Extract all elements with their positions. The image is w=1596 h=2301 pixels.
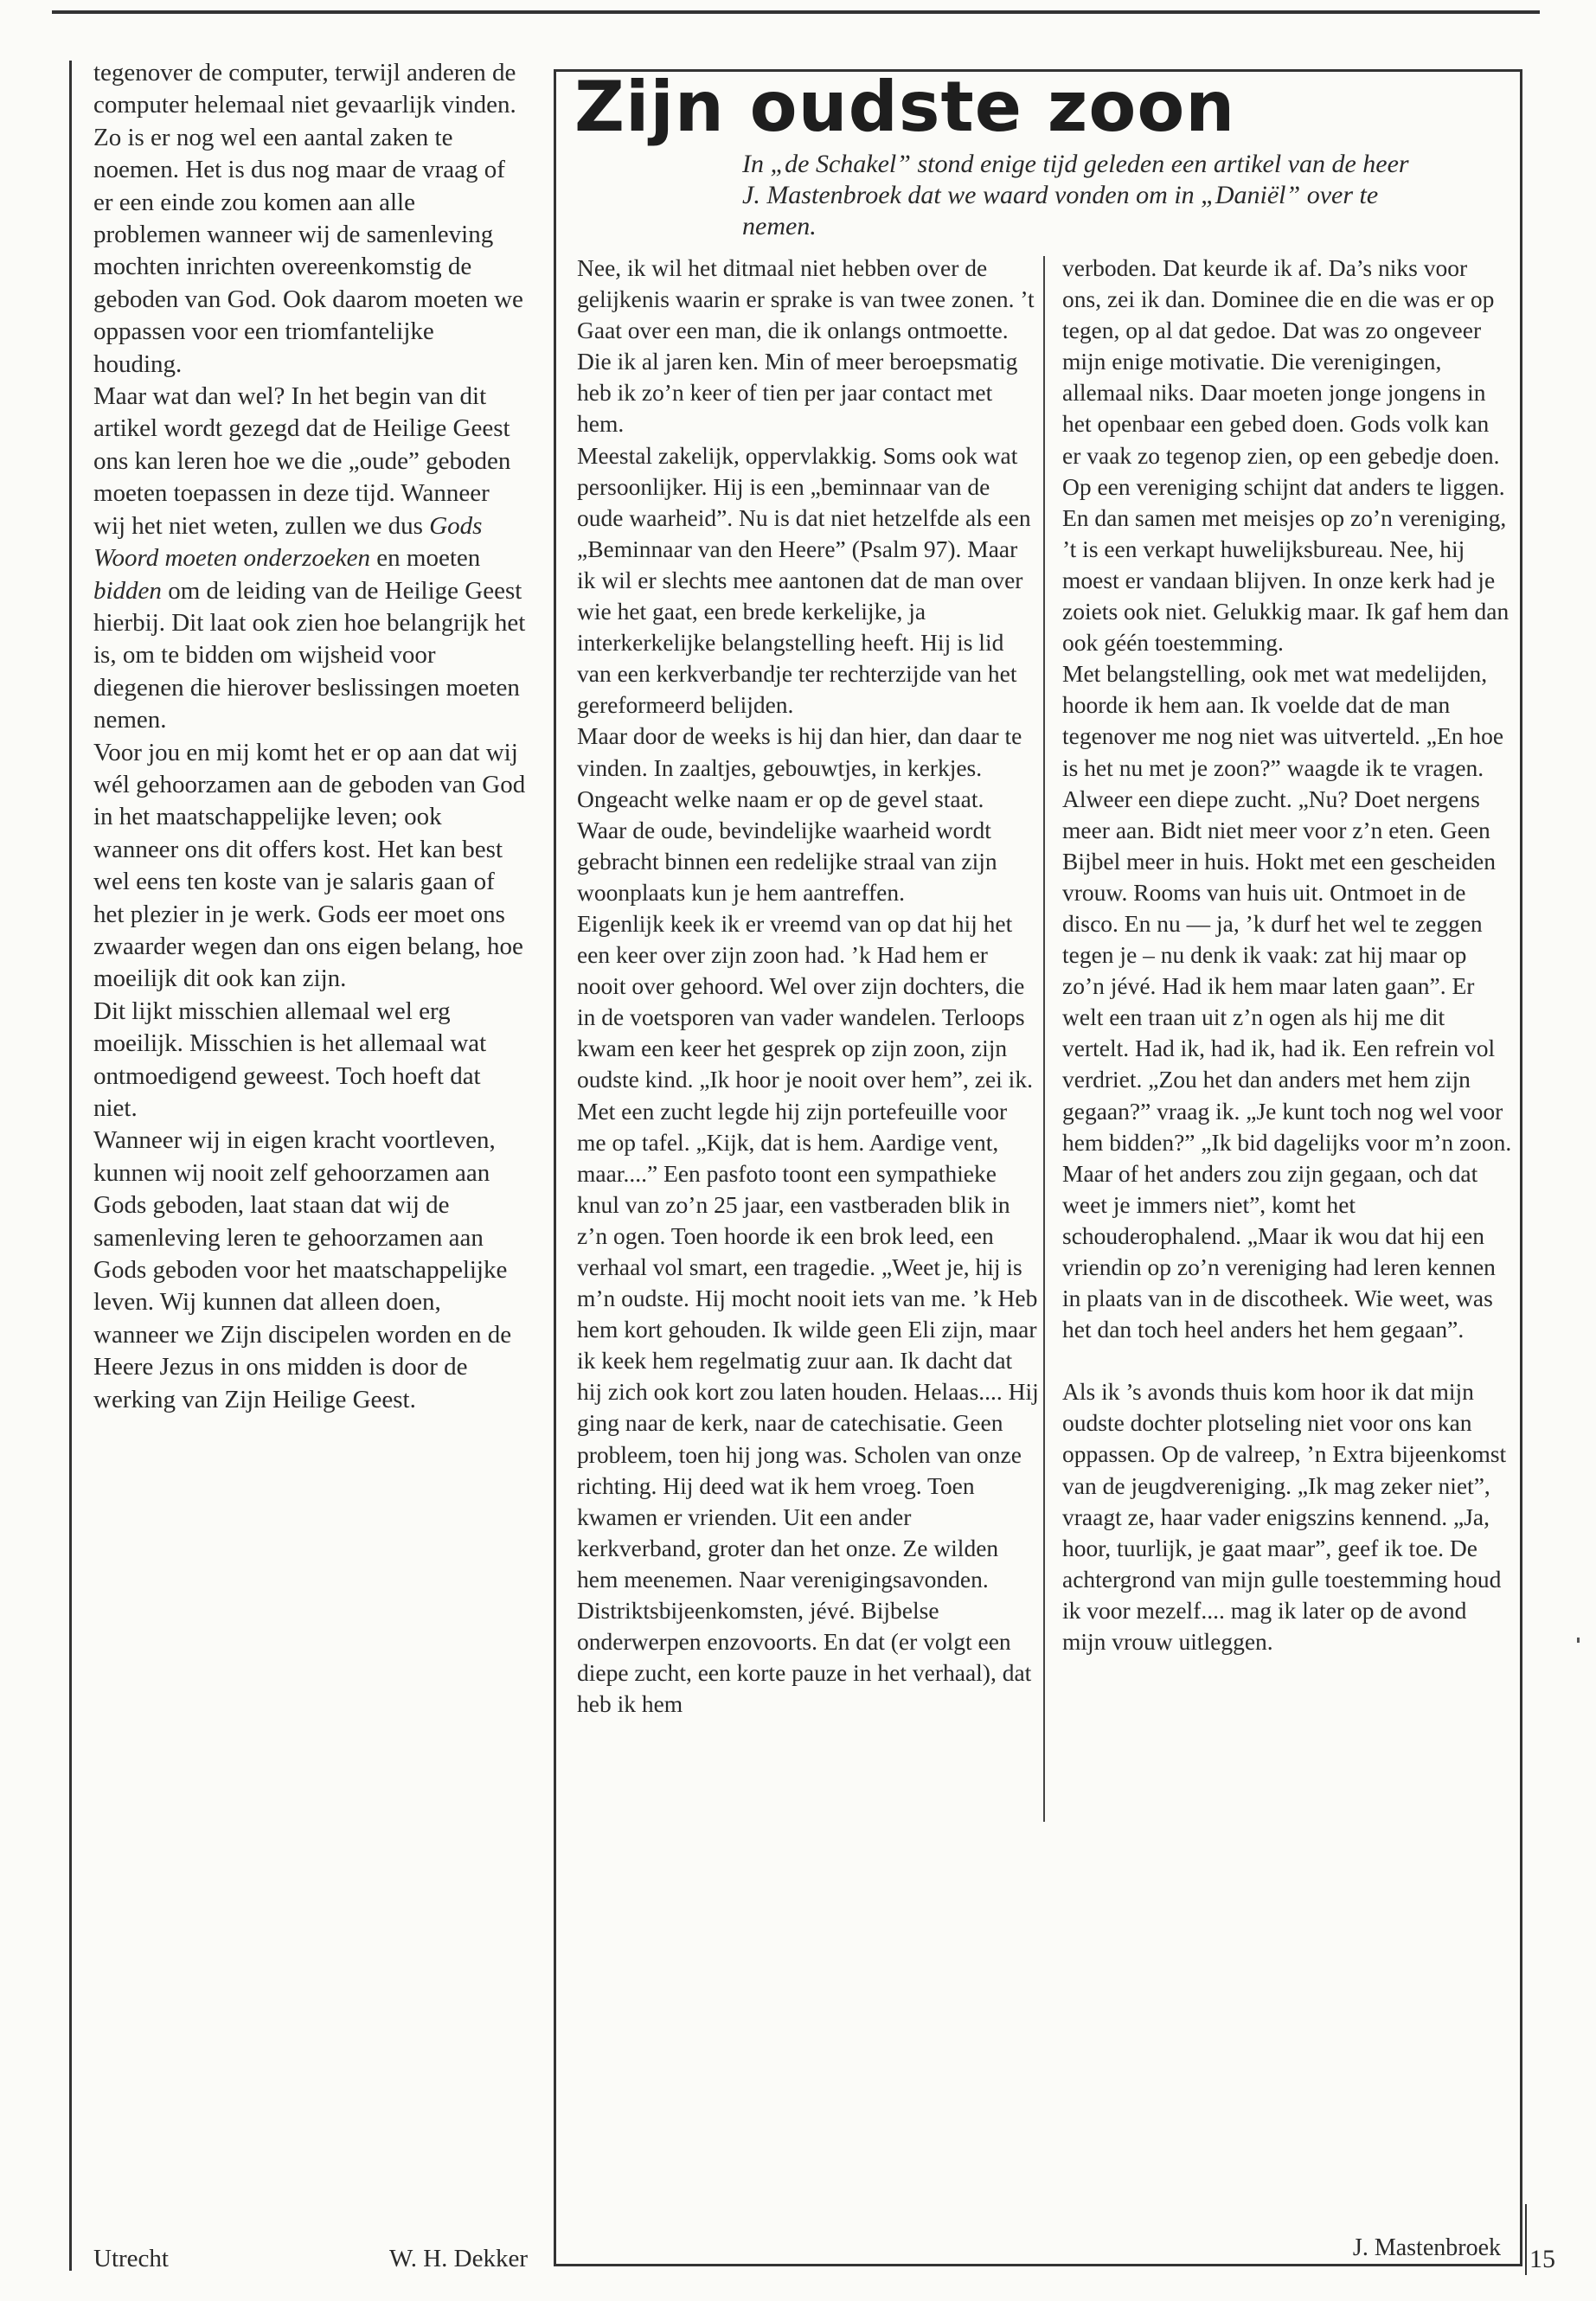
left-margin-rule: [69, 61, 72, 2271]
article-paragraph: Nee, ik wil het ditmaal niet hebben over de gelijkenis waarin er sprake is van twee zonen. ’t Gaat over een man, die ik onlangs ontmoette. Die ik al jaren ken. Min of meer beroepsmatig heb ik zo’n keer of tien per jaar contact met hem.: [577, 254, 1035, 438]
column-divider: [1043, 256, 1045, 1822]
article-column-right: [1062, 253, 1512, 1657]
article-paragraph: Maar door de weeks is hij dan hier, dan daar te vinden. In zaaltjes, gebouwtjes, in kerkjes. Ongeacht welke naam er op de gevel staat. Waar de oude, bevindelijke waarheid wordt gebracht binnen een redelijke straal van zijn woonplaats kun je hem aantreffen.: [577, 722, 1022, 906]
signature-place: Utrecht: [93, 2245, 169, 2272]
emphasis-text: Gods Woord moeten onderzoeken: [93, 511, 483, 573]
emphasis-text: bidden: [93, 576, 162, 605]
page-number: 15: [1529, 2245, 1555, 2273]
left-paragraph: tegenover de computer, terwijl anderen de computer helemaal niet gevaarlijk vinden. Zo is er nog wel een aantal zaken te noemen. Het is dus nog maar de vraag of er een einde zou komen aan alle problemen wanneer wij de samenleving mochten inrichten overeenkomstig de geboden van God. Ook daarom moeten we oppassen voor een triomfantelijke houding.: [93, 59, 523, 378]
article-paragraph: Meestal zakelijk, oppervlakkig. Soms ook wat persoonlijker. Hij is een „beminnaar van de oude waarheid”. Nu is dat niet hetzelfde als een „Beminnaar van den Heere” (Psalm 97). Maar ik wil er slechts mee aantonen dat de man over wie het gaat, een brede kerkelijke, ja interkerkelijke belangstelling heeft. Hij is lid van een kerkverbandje ter rechterzijde van het gereformeerd belijden.: [577, 441, 1031, 719]
left-signature: [93, 2245, 528, 2273]
article-author: J. Mastenbroek: [1352, 2234, 1501, 2261]
left-paragraph: Maar wat dan wel? In het begin van dit artikel wordt gezegd dat de Heilige Geest ons kan leren hoe we die „oude” geboden moeten toepassen in deze tijd. Wanneer wij het niet weten, zullen we dus Gods Woord moeten onderzoeken en moeten bidden om de leiding van de Heilige Geest hierbij. Dit laat ook zien hoe belangrijk het is, om te bidden om wijsheid voor diegenen die hierover beslissingen moeten nemen.: [93, 382, 526, 734]
article-paragraph: verboden. Dat keurde ik af. Da’s niks voor ons, zei ik dan. Dominee die en die was er op tegen, op al dat gedoe. Dat was zo ongeveer mijn enige motivatie. Die verenigingen, allemaal niks. Daar moeten jonge jongens in het openbaar een gebed doen. Gods volk kan er vaak zo tegenop zien, op een gebedje doen. Op een vereniging schijnt dat anders te liggen. En dan samen met meisjes op zo’n vereniging, ’t is een verkapt huwelijksbureau. Nee, hij moest er vandaan blijven. In onze kerk had je zoiets ook niet. Gelukkig maar. Ik gaf hem dan ook géén toestemming.: [1062, 254, 1509, 657]
left-column-text: [93, 57, 526, 1416]
page-number-rule: [1525, 2204, 1527, 2275]
left-paragraph: Voor jou en mij komt het er op aan dat wij wél gehoorzamen aan de geboden van God in het maatschappelijke leven; ook wanneer ons dit offers kost. Het kan best wel eens ten koste van je salaris gaan of het plezier in je werk. Gods eer moet ons zwaarder wegen dan ons eigen belang, hoe moeilijk dit ook kan zijn.: [93, 738, 526, 993]
left-paragraph: Wanneer wij in eigen kracht voortleven, kunnen wij nooit zelf gehoorzamen aan Gods geboden, laat staan dat wij de samenleving leren te gehoorzamen aan Gods geboden voor het maatschappelijke leven. Wij kunnen dat alleen doen, wanneer we Zijn discipelen worden en de Heere Jezus in ons midden is door de werking van Zijn Heilige Geest.: [93, 1126, 512, 1413]
left-paragraph: Dit lijkt misschien allemaal wel erg moeilijk. Misschien is het allemaal wat ontmoedigend geweest. Toch hoeft dat niet.: [93, 997, 487, 1122]
article-paragraph: Eigenlijk keek ik er vreemd van op dat hij het een keer over zijn zoon had. ’k Had hem er nooit over gehoord. Wel over zijn dochters, die in de voetsporen van vader wandelen. Terloops kwam een keer het gesprek op zijn zoon, zijn oudste kind. „Ik hoor je nooit over hem”, zei ik. Met een zucht legde hij zijn portefeuille voor me op tafel. „Kijk, dat is hem. Aardige vent, maar....” Een pasfoto toont een sympathieke knul van zo’n 25 jaar, een vastberaden blik in z’n ogen. Toen hoorde ik een brok leed, een verhaal vol smart, een tragedie. „Weet je, hij is m’n oudste. Hij mocht nooit iets van me. ’k Heb hem kort gehouden. Ik wilde geen Eli zijn, maar ik keek hem regelmatig zuur aan. Ik dacht dat hij zich ook kort zou laten houden. Helaas.... Hij ging naar de kerk, naar de catechisatie. Geen probleem, toen hij jong was. Scholen van onze richting. Hij deed wat ik hem vroeg. Toen kwamen er vrienden. Uit een ander kerkverband, groter dan het onze. Ze wilden hem meenemen. Naar verenigingsavonden. Distriktsbijeenkomsten, jévé. Bijbelse onderwerpen enzovoorts. En dat (er volgt een diepe zucht, een korte pauze in het verhaal), dat heb ik hem: [577, 909, 1039, 1718]
article-title: Zijn oudste zoon: [574, 67, 1236, 147]
article-intro: In „de Schakel” stond enige tijd geleden een artikel van de heer J. Mastenbroek dat we waard vonden om in „Daniël” over te nemen.: [742, 150, 1409, 240]
top-rule: [52, 10, 1540, 14]
signature-author: W. H. Dekker: [389, 2245, 528, 2272]
article-paragraph: Als ik ’s avonds thuis kom hoor ik dat mijn oudste dochter plotseling niet voor ons kan oppassen. Op de valreep, ’n Extra bijeenkomst van de jeugdvereniging. „Ik mag zeker niet”, vraagt ze, haar vader enigszins kennend. „Ja, hoor, tuurlijk, je gaat maar”, geef ik toe. De achtergrond van mijn gulle toestemming houd ik voor mezelf.... mag ik later op de avond mijn vrouw uitleggen.: [1062, 1378, 1507, 1656]
article-column-left: [577, 253, 1039, 1720]
scan-speck: [1577, 1638, 1580, 1643]
article-paragraph: Met belangstelling, ook met wat medelijden, hoorde ik hem aan. Ik voelde dat de man tegenover me nog niet was uitverteld. „En hoe is het nu met je zoon?” waagde ik te vragen. Alweer een diepe zucht. „Nu? Doet nergens meer aan. Bidt niet meer voor z’n eten. Geen Bijbel meer in huis. Hokt met een gescheiden vrouw. Rooms van huis uit. Ontmoet in de disco. En nu — ja, ’k durf het wel te zeggen tegen je – nu denk ik vaak: zat hij maar op zo’n jévé. Had ik hem maar laten gaan”. Er welt een traan uit z’n ogen als hij me dit vertelt. Had ik, had ik, had ik. Een refrein vol verdriet. „Zou het dan anders met hem zijn gegaan?” vraag ik. „Je kunt toch nog wel voor hem bidden?” „Ik bid dagelijks voor m’n zoon. Maar of het anders zou zijn gegaan, och dat weet je immers niet”, komt het schouderophalend. „Maar ik wou dat hij een vriendin op zo’n vereniging had leren kennen in plaats van in de discotheek. Wie weet, was het dan toch heel anders het hem gegaan”.: [1062, 660, 1512, 1343]
